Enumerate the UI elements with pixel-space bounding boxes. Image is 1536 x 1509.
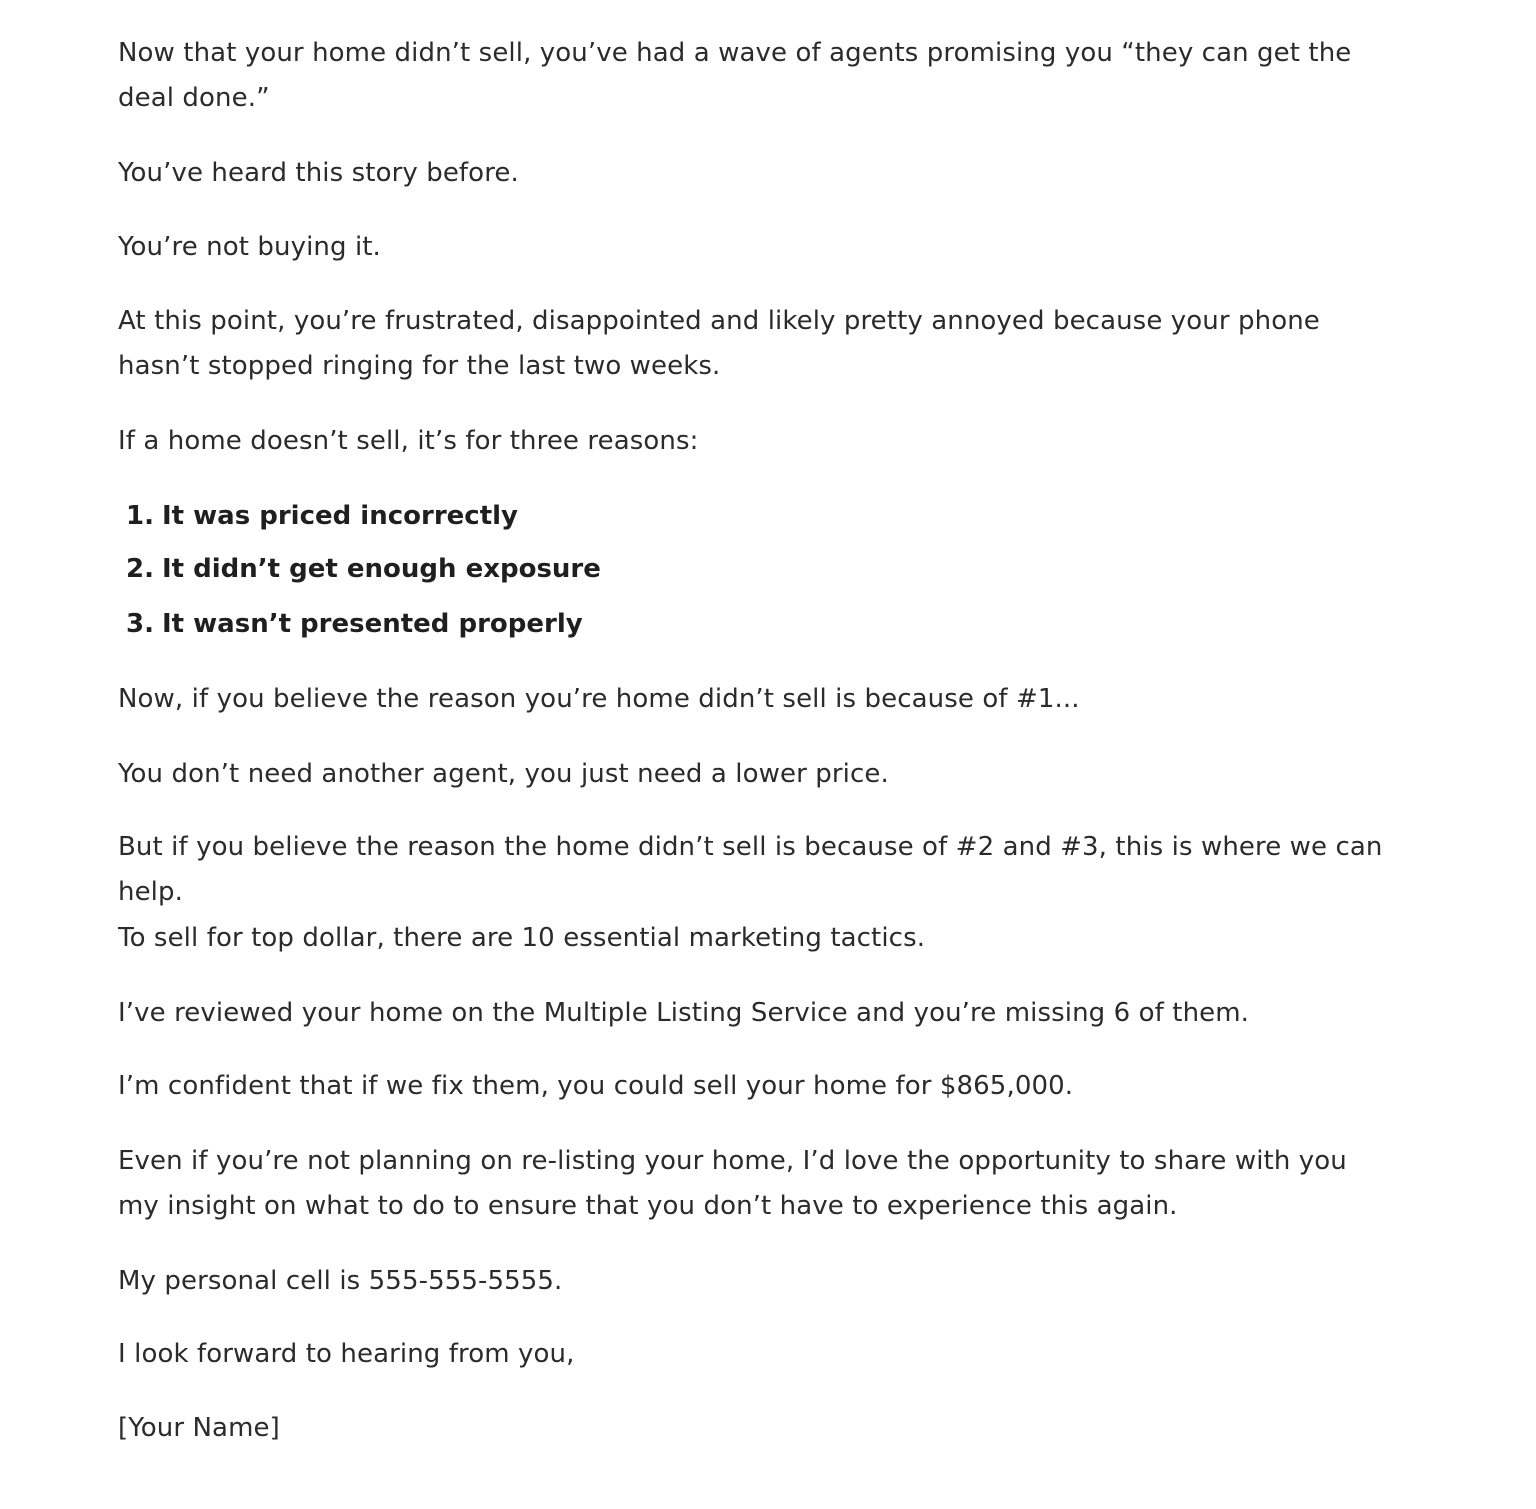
reason-list-item [126,553,601,585]
paragraph-confident-price: I’m confident that if we fix them, you could sell your home for $865,000. [118,1071,1074,1101]
paragraph-marketing-tactics: To sell for top dollar, there are 10 essential marketing tactics. [118,923,926,953]
opening-line-2: deal done.” [118,83,270,113]
paragraph-frustrated-line-1: At this point, you’re frustrated, disappointed and likely pretty annoyed because your phone [118,306,1320,336]
paragraph-reasons-intro: If a home doesn’t sell, it’s for three reasons: [118,426,699,456]
paragraph-frustrated-line-2: hasn’t stopped ringing for the last two weeks. [118,351,721,381]
signature-placeholder: [Your Name] [118,1413,280,1443]
paragraph-reviewed-listing: I’ve reviewed your home on the Multiple Listing Service and you’re missing 6 of them. [118,998,1250,1028]
paragraph-lower-price: You don’t need another agent, you just need a lower price. [118,759,889,789]
paragraph-personal-cell: My personal cell is 555-555-5555. [118,1266,563,1296]
paragraph-help-line-1: But if you believe the reason the home didn’t sell is because of #2 and #3, this is where we can [118,832,1383,862]
reason-list-item [126,500,518,532]
paragraph-reason-one: Now, if you believe the reason you’re home didn’t sell is because of #1... [118,684,1080,714]
reason-list-item [126,608,583,640]
reason-text: It was priced incorrectly [162,501,518,531]
reason-text: It didn’t get enough exposure [162,554,601,584]
paragraph-closing: I look forward to hearing from you, [118,1339,575,1369]
paragraph-opportunity-line-1: Even if you’re not planning on re-listing your home, I’d love the opportunity to share with you [118,1146,1347,1176]
reason-number: 3. [126,609,154,639]
paragraph-help-line-2: help. [118,877,183,907]
reason-number: 2. [126,554,154,584]
paragraph-heard-story: You’ve heard this story before. [118,158,519,188]
paragraph-not-buying: You’re not buying it. [118,232,381,262]
reason-number: 1. [126,501,154,531]
reason-text: It wasn’t presented properly [162,609,583,639]
opening-line-1: Now that your home didn’t sell, you’ve had a wave of agents promising you “they can get the [118,38,1352,68]
paragraph-opportunity-line-2: my insight on what to do to ensure that you don’t have to experience this again. [118,1191,1178,1221]
